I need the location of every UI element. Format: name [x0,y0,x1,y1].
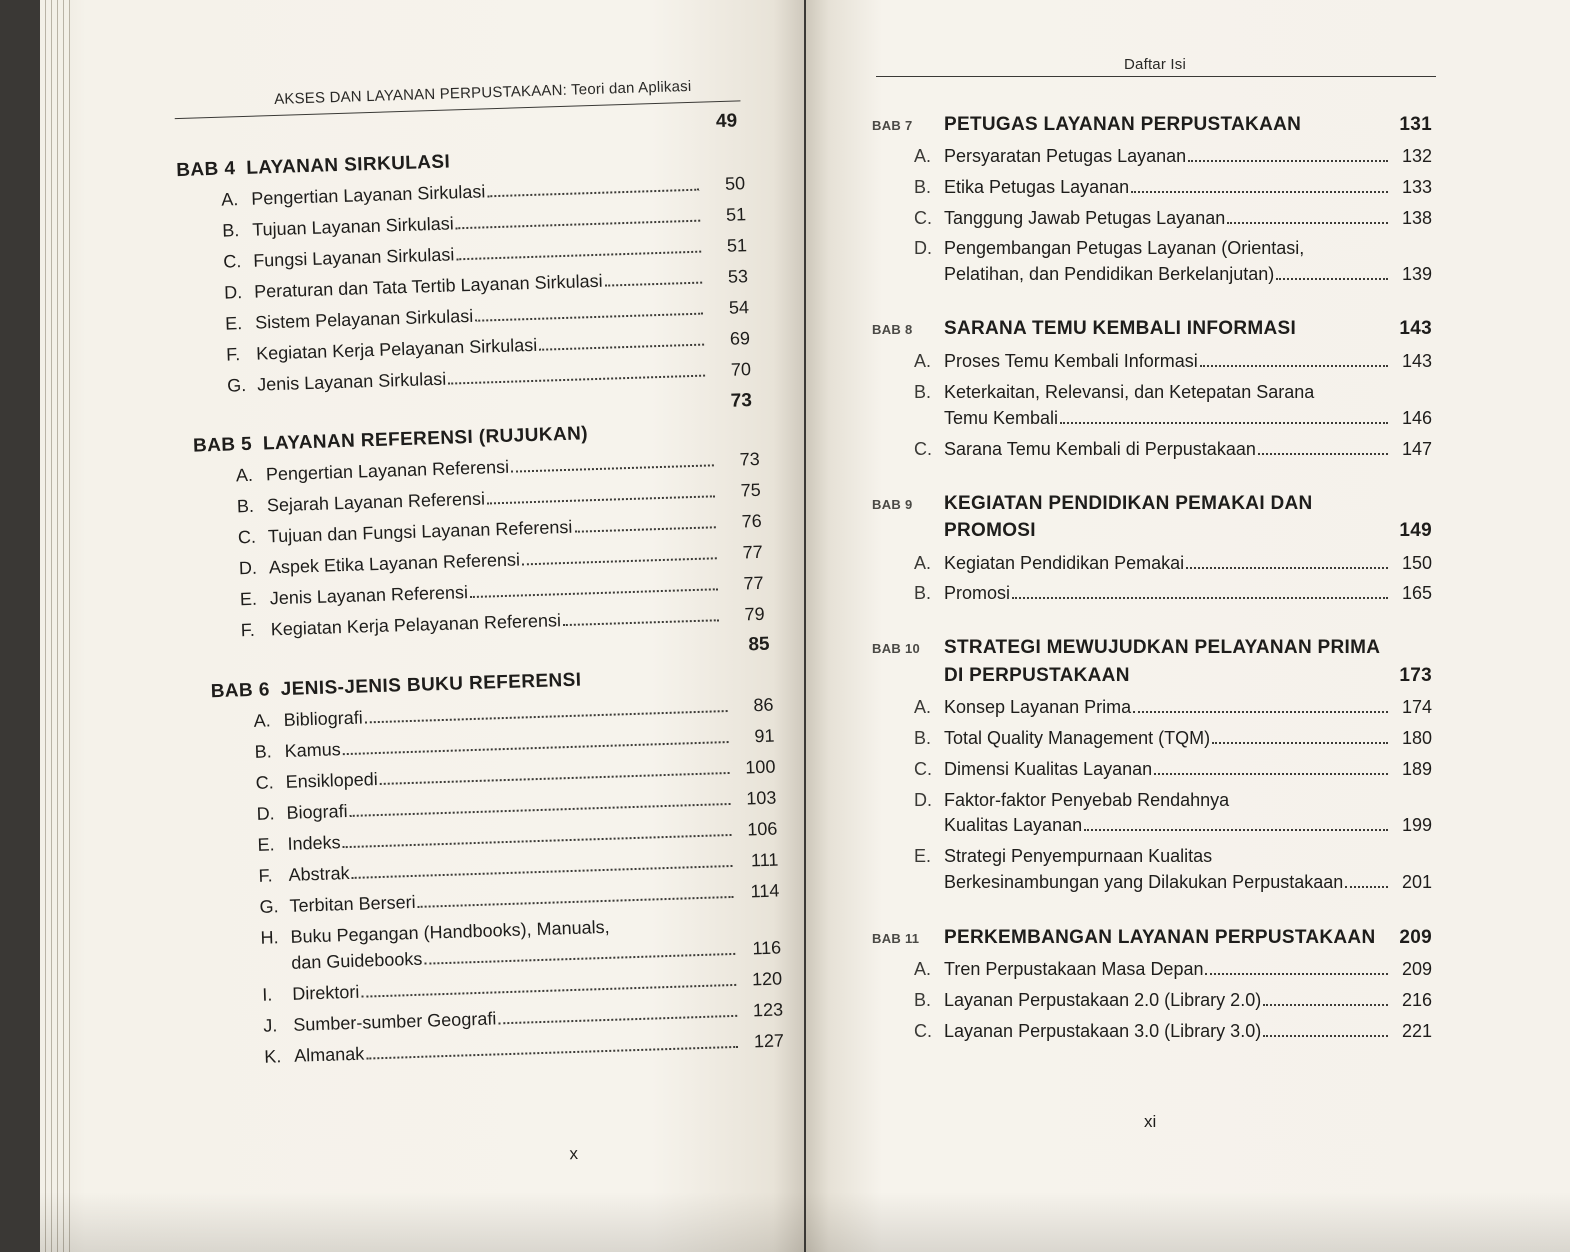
entry-letter: A. [914,351,932,371]
entry-title: Biografi [286,801,348,823]
entry-title: Pengertian Layanan Sirkulasi [250,181,486,209]
toc-entry[interactable] [259,880,779,917]
dot-leader [563,619,719,626]
entry-title: Keterkaitan, Relevansi, dan Ketepatan Sarana [944,382,1315,402]
entry-letter: B. [914,382,932,402]
dot-leader [1212,742,1388,744]
chapter-page-number: 131 [1399,114,1432,135]
entry-letter: B. [236,495,255,517]
entry-page: 100 [745,756,776,778]
toc-entry[interactable] [226,328,750,365]
chapter-title-continued: DI PERPUSTAKAAN [944,665,1130,686]
entry-letter: C. [914,1021,932,1041]
entry-title: Tren Perpustakaan Masa Depan [944,959,1204,979]
entry-title: Abstrak [288,862,350,885]
entry-page: 77 [743,572,764,594]
dot-leader [1186,567,1388,569]
entry-page: 111 [750,849,779,871]
toc-entry[interactable] [224,266,748,303]
entry-page: 114 [750,880,780,902]
entry-title: Konsep Layanan Prima [944,697,1132,717]
head-rule [175,100,741,119]
entry-page: 221 [1401,1021,1432,1041]
dot-leader [365,710,728,723]
entry-page: 199 [1401,815,1432,835]
dot-leader [1258,453,1388,455]
entry-letter: E. [239,588,258,610]
entry-letter: F. [240,619,256,641]
toc-entry[interactable] [225,297,749,334]
toc-entry[interactable] [944,264,1432,285]
dot-leader [522,557,717,565]
entry-letter: A. [914,553,932,573]
toc-entry[interactable] [914,208,1432,229]
entry-letter: C. [914,759,932,779]
entry-page: 76 [741,510,762,532]
entry-page: 180 [1401,728,1432,748]
toc-entry[interactable] [254,726,774,763]
entry-letter: A. [914,146,932,166]
chapter-number: BAB 10 [872,641,921,656]
entry-letter: B. [221,220,240,241]
toc-entry[interactable] [914,759,1432,780]
entry-page: 127 [753,1030,785,1052]
entry-letter: A. [914,959,932,979]
chapter-title: LAYANAN REFERENSI (RUJUKAN) [262,423,589,455]
toc-entry-line1[interactable] [914,790,1432,811]
entry-page: 54 [728,297,750,318]
entry-title: Sistem Pelayanan Sirkulasi [254,305,474,333]
entry-title: Strategi Penyempurnaan Kualitas [944,846,1213,866]
toc-entry-line1[interactable] [914,238,1432,259]
entry-title: Kegiatan Kerja Pelayanan Referensi [270,610,562,640]
entry-title: Layanan Perpustakaan 2.0 (Library 2.0) [944,990,1262,1010]
entry-page: 75 [740,479,762,501]
dot-leader [343,834,732,848]
toc-entry[interactable] [221,173,745,210]
entry-page: 216 [1401,990,1432,1010]
entry-title: Fungsi Layanan Sirkulasi [252,244,455,271]
entry-letter: D. [914,790,932,810]
entry-title: Tujuan Layanan Sirkulasi [251,213,454,240]
toc-entry[interactable] [262,968,782,1005]
entry-title: Kamus [284,739,341,761]
entry-letter: B. [914,177,932,197]
entry-title: Sumber-sumber Geografi [292,1008,497,1035]
entry-letter: C. [914,439,932,459]
chapter-number: BAB 9 [872,497,913,512]
toc-entry[interactable] [914,990,1432,1011]
chapter-page-number: 209 [1399,927,1432,948]
entry-letter: A. [914,697,932,717]
entry-title: Buku Pegangan (Handbooks), Manuals, [290,916,610,947]
chapter-number: BAB 11 [872,931,920,946]
entry-page: 116 [752,937,782,959]
chapter-heading [872,927,1432,949]
entry-title: Proses Temu Kembali Informasi [944,351,1198,371]
chapter-number: BAB 6 [210,679,271,703]
entry-title: Kegiatan Pendidikan Pemakai [944,553,1185,573]
dot-leader [1133,711,1388,713]
page-shadow [806,1192,1570,1252]
dot-leader [1154,773,1388,775]
dot-leader [1084,829,1388,831]
entry-title: Bibliografi [283,707,364,730]
entry-title: Etika Petugas Layanan [944,177,1130,197]
toc-entry[interactable] [914,728,1432,749]
entry-letter: F. [258,865,273,886]
entry-title: Sarana Temu Kembali di Perpustakaan [944,439,1256,459]
toc-entry[interactable] [914,351,1432,372]
entry-title: Pengembangan Petugas Layanan (Orientasi, [944,238,1305,258]
toc-entry[interactable] [914,583,1432,604]
dot-leader [456,220,700,230]
entry-page: 51 [725,204,747,225]
entry-letter: C. [222,251,242,272]
chapter-page-number: 173 [1399,665,1432,686]
toc-entry[interactable] [944,408,1432,429]
dot-leader [498,1015,737,1025]
chapter-number: BAB 7 [872,118,913,133]
entry-title: Faktor-faktor Penyebab Rendahnya [944,790,1230,810]
toc-entry[interactable] [253,695,773,732]
entry-letter: C. [914,208,932,228]
entry-letter: D. [238,557,258,579]
entry-page: 120 [751,968,783,990]
entry-title-continued: Pelatihan, dan Pendidikan Berkelanjutan) [944,264,1275,284]
entry-title: Jenis Layanan Referensi [269,582,469,609]
dot-leader [1227,222,1388,224]
entry-page: 174 [1401,697,1432,717]
dot-leader [539,344,704,351]
page-number: x [569,1143,579,1164]
entry-title-continued: Berkesinambungan yang Dilakukan Perpustakaan [944,872,1344,892]
toc-entry[interactable] [263,999,783,1036]
toc-entry[interactable] [257,819,777,856]
chapter-heading [872,637,1432,659]
dot-leader [1060,422,1388,424]
entry-page: 189 [1401,759,1432,779]
entry-letter: E. [914,846,932,866]
toc-entry[interactable] [256,788,776,825]
head-rule [876,76,1436,77]
running-head: Daftar Isi [1124,56,1187,73]
chapter-page-number: 85 [748,633,770,656]
entry-letter: A. [221,189,239,210]
entry-title: Aspek Etika Layanan Referensi [268,549,521,578]
dot-leader [1345,886,1388,888]
entry-page: 69 [729,328,751,349]
chapter-title: PETUGAS LAYANAN PERPUSTAKAAN [944,114,1302,135]
dot-leader [487,495,715,504]
toc-entry[interactable] [914,959,1432,980]
dot-leader [448,375,705,385]
entry-title: Total Quality Management (TQM) [944,728,1211,748]
dot-leader [361,984,736,998]
entry-title: Tujuan dan Fungsi Layanan Referensi [267,516,573,547]
dot-leader [418,896,734,908]
toc-entry[interactable] [944,872,1432,893]
left-page-content [40,0,804,1252]
entry-page: 91 [754,725,775,747]
entry-letter: B. [914,990,932,1010]
entry-page: 79 [744,603,765,625]
dot-leader [424,953,735,965]
toc-entry[interactable] [258,850,778,887]
dot-leader [350,803,731,817]
chapter-title: KEGIATAN PENDIDIKAN PEMAKAI DAN [944,493,1313,514]
entry-letter: C. [255,772,274,793]
entry-page: 138 [1401,208,1432,228]
entry-page: 123 [752,999,784,1021]
entry-letter: E. [224,313,243,334]
chapter-title: LAYANAN SIRKULASI [246,151,451,179]
dot-leader [366,1046,738,1060]
entry-page: 146 [1401,408,1432,428]
toc-entry[interactable] [255,757,775,794]
chapter-title: SARANA TEMU KEMBALI INFORMASI [944,318,1297,339]
dot-leader [1012,597,1388,599]
entry-page: 53 [727,266,749,287]
dot-leader [605,282,702,287]
dot-leader [456,251,701,261]
entry-page: 133 [1401,177,1432,197]
chapter-heading [872,114,1432,136]
chapter-page-number: 73 [730,390,753,412]
toc-entry[interactable] [914,177,1432,198]
toc-entry[interactable] [238,511,762,548]
entry-letter: D. [914,238,932,258]
dot-leader [511,464,714,472]
entry-title: Tanggung Jawab Petugas Layanan [944,208,1226,228]
chapter-heading [872,493,1432,515]
chapter-title-continued: PROMOSI [944,520,1036,541]
dot-leader [1188,160,1388,162]
entry-page: 139 [1401,264,1432,284]
entry-letter: B. [914,728,932,748]
entry-page: 147 [1401,439,1432,459]
entry-title: Peraturan dan Tata Tertib Layanan Sirkulasi [253,270,603,302]
toc-entry[interactable] [237,480,761,517]
entry-title-continued: dan Guidebooks [291,948,423,973]
toc-entry[interactable] [239,542,763,579]
entry-page: 103 [746,787,777,809]
entry-title: Jenis Layanan Sirkulasi [256,368,447,395]
entry-title: Layanan Perpustakaan 3.0 (Library 3.0) [944,1021,1262,1041]
toc-entry[interactable] [914,146,1432,167]
entry-page: 143 [1401,351,1432,371]
toc-entry[interactable] [241,604,765,641]
entry-letter: H. [260,927,279,948]
dot-leader [470,588,718,598]
entry-title: Direktori [291,981,360,1004]
dot-leader [1263,1035,1388,1037]
entry-page: 86 [753,694,774,716]
dot-leader [1276,278,1388,280]
dot-leader [343,741,729,755]
entry-letter: E. [257,834,275,855]
toc-entry-line1[interactable] [914,846,1432,867]
toc-entry[interactable] [236,449,760,486]
page-number: xi [1144,1112,1157,1131]
chapter-number: BAB 5 [192,433,253,457]
entry-page: 132 [1401,146,1432,166]
toc-entry[interactable] [914,439,1432,460]
chapter-number: BAB 4 [176,158,236,182]
toc-entry[interactable] [914,553,1432,574]
entry-title: Dimensi Kualitas Layanan [944,759,1153,779]
chapter-heading-line2 [872,665,1432,687]
dot-leader [475,313,703,322]
entry-page: 209 [1401,959,1432,979]
chapter-page-number: 49 [715,110,738,133]
entry-page: 73 [739,448,761,470]
running-head: AKSES DAN LAYANAN PERPUSTAKAAN: Teori dan Aplikasi [273,77,692,108]
entry-page: 150 [1401,553,1432,573]
entry-page: 106 [746,818,778,840]
chapter-heading-line2 [872,520,1432,542]
entry-letter: J. [262,1015,278,1036]
entry-title: Pengertian Layanan Referensi [265,456,510,485]
entry-page: 70 [730,359,752,380]
chapter-number: BAB 8 [872,322,913,337]
entry-page: 201 [1401,872,1432,892]
toc-entry[interactable] [227,359,751,396]
dot-leader [487,189,699,198]
toc-entry-line1[interactable] [914,382,1432,403]
dot-leader [380,772,730,785]
right-page [806,0,1570,1252]
entry-letter: I. [261,984,273,1005]
toc-entry[interactable] [240,573,764,610]
chapter-title: JENIS-JENIS BUKU REFERENSI [280,669,582,701]
entry-page: 50 [724,173,746,194]
entry-title: Persyaratan Petugas Layanan [944,146,1187,166]
page-shadow [40,1192,804,1252]
entry-title-continued: Kualitas Layanan [944,815,1083,835]
entry-letter: K. [263,1046,282,1067]
left-page [40,0,804,1252]
entry-title: Sejarah Layanan Referensi [266,488,486,516]
entry-title: Terbitan Berseri [289,891,416,916]
entry-letter: D. [223,282,243,303]
entry-title-continued: Temu Kembali [944,408,1059,428]
entry-page: 77 [742,541,763,563]
dot-leader [1200,365,1388,367]
entry-page: 165 [1401,583,1432,603]
entry-letter: B. [914,583,932,603]
dot-leader [352,865,733,879]
entry-title: Kegiatan Kerja Pelayanan Sirkulasi [255,334,538,364]
dot-leader [1263,1004,1388,1006]
dot-leader [1131,191,1388,193]
toc-entry[interactable] [944,815,1432,836]
chapter-title: PERKEMBANGAN LAYANAN PERPUSTAKAAN [944,927,1376,948]
chapter-heading [872,318,1432,340]
chapter-page-number: 143 [1399,318,1432,339]
toc-entry[interactable] [223,235,747,272]
entry-title: Almanak [293,1043,365,1066]
dot-leader [574,526,715,532]
toc-entry[interactable] [222,204,746,241]
entry-title: Promosi [944,583,1011,603]
toc-entry[interactable] [914,697,1432,718]
entry-letter: A. [253,710,272,731]
dot-leader [1205,973,1388,975]
entry-letter: B. [254,741,273,762]
entry-letter: G. [259,896,279,917]
toc-entry[interactable] [914,1021,1432,1042]
entry-page: 51 [726,235,748,256]
entry-letter: F. [225,344,241,365]
entry-title: Indeks [287,832,341,854]
chapter-page-number: 149 [1399,520,1432,541]
entry-letter: D. [256,803,275,824]
entry-letter: A. [235,464,254,486]
chapter-title: STRATEGI MEWUJUDKAN PELAYANAN PRIMA [944,637,1381,658]
entry-letter: G. [226,374,247,396]
entry-title: Ensiklopedi [285,769,378,792]
entry-letter: C. [237,526,257,548]
toc-entry[interactable] [264,1030,784,1067]
